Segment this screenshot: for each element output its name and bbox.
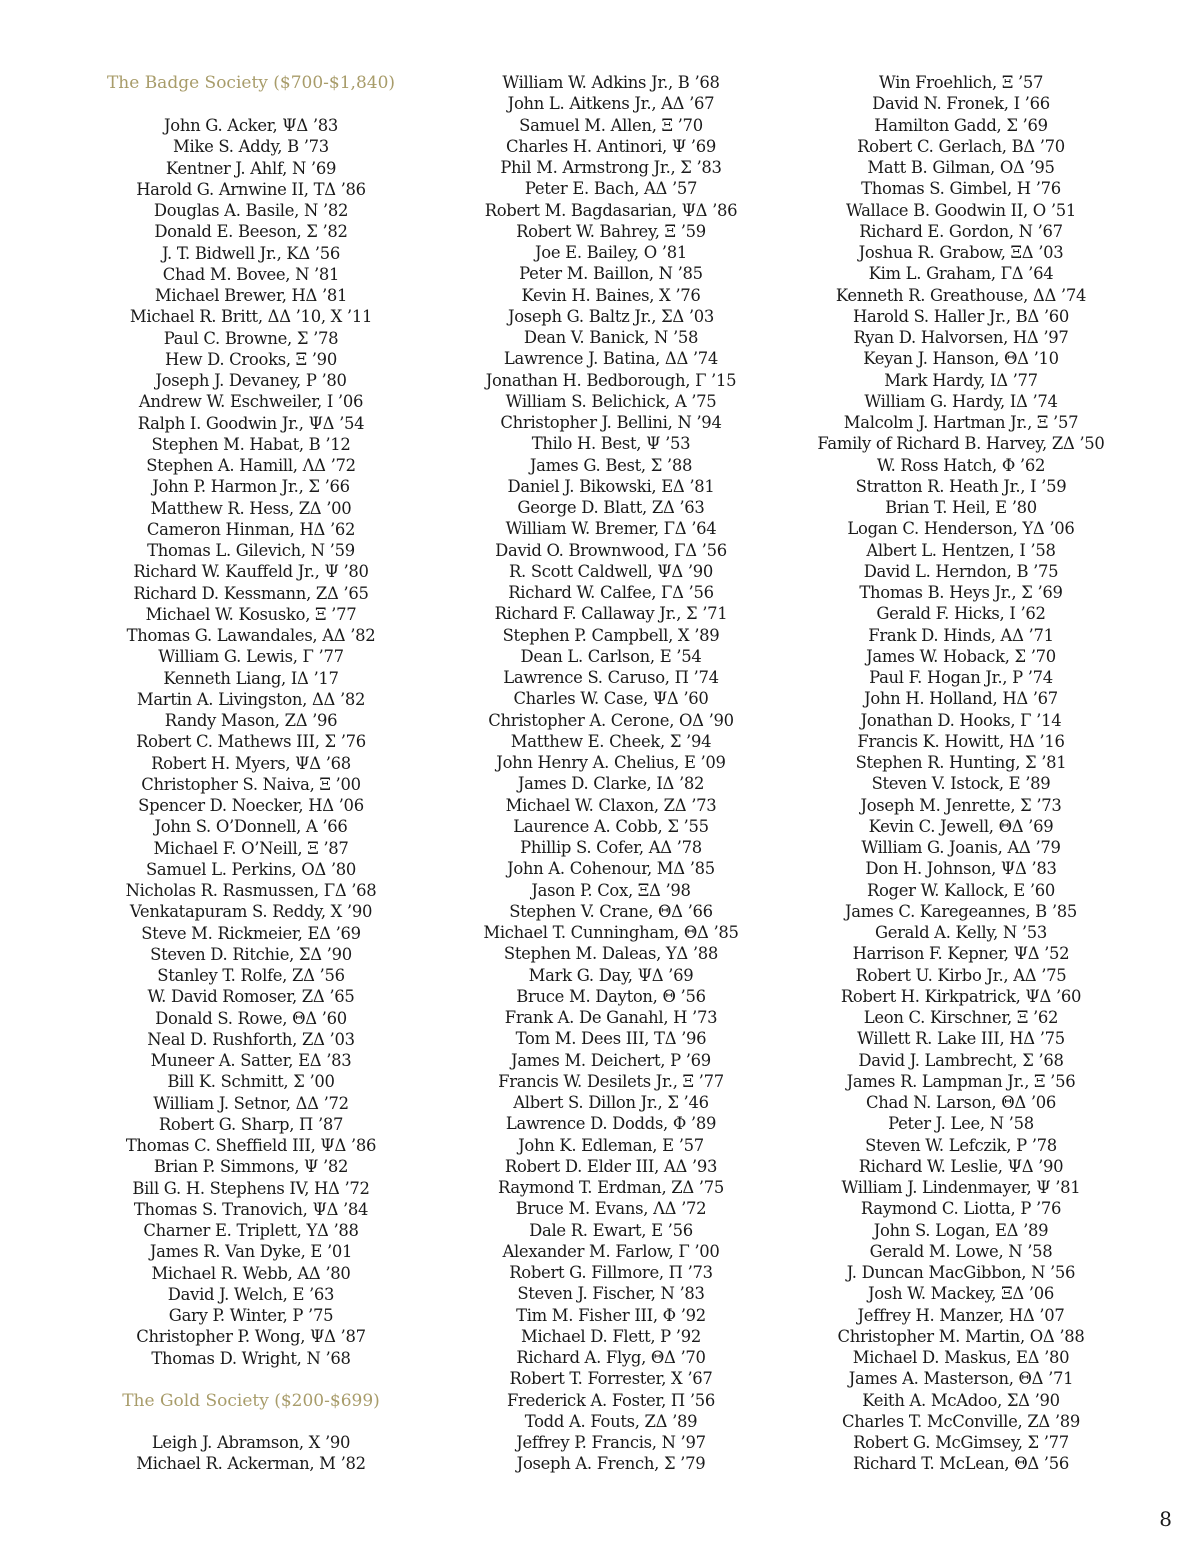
donor-name: Stephen M. Daleas, YΔ ’88 bbox=[503, 944, 719, 964]
donor-name: William G. Lewis, Γ ’77 bbox=[158, 647, 344, 667]
donor-name: Richard W. Calfee, ΓΔ ’56 bbox=[508, 583, 714, 602]
donor-name: Samuel M. Allen, Ξ ’70 bbox=[519, 115, 703, 135]
donor-name: Andrew W. Eschweiler, I ’06 bbox=[138, 392, 364, 412]
donor-name: Wallace B. Goodwin II, O ’51 bbox=[845, 200, 1077, 220]
donor-name: W. Ross Hatch, Φ ’62 bbox=[876, 455, 1046, 475]
donor-name: Francis W. Desilets Jr., Ξ ’77 bbox=[498, 1071, 724, 1091]
donor-name: Stephen R. Hunting, Σ ’81 bbox=[855, 753, 1067, 772]
donor-name: Peter M. Baillon, N ’85 bbox=[519, 264, 703, 284]
donor-name: Robert U. Kirbo Jr., AΔ ’75 bbox=[855, 965, 1067, 985]
donor-name: Chad M. Bovee, N ’81 bbox=[162, 264, 340, 284]
donor-name: James G. Best, Σ ’88 bbox=[529, 455, 693, 475]
donor-name: Richard W. Kauffeld Jr., Ψ ’80 bbox=[133, 562, 369, 582]
donor-name: Mike S. Addy, B ’73 bbox=[173, 137, 329, 157]
donor-name: James A. Masterson, ΘΔ ’71 bbox=[848, 1369, 1074, 1389]
donor-name: Venkatapuram S. Reddy, X ’90 bbox=[129, 902, 373, 922]
donor-name: Ryan D. Halvorsen, HΔ ’97 bbox=[853, 328, 1069, 347]
donor-name: Paul F. Hogan Jr., P ’74 bbox=[869, 668, 1053, 687]
donor-name: Stephen P. Campbell, X ’89 bbox=[502, 625, 720, 645]
donor-name: Brian T. Heil, E ’80 bbox=[885, 498, 1037, 517]
donor-name: Kevin H. Baines, X ’76 bbox=[521, 285, 701, 305]
donor-name: Paul C. Browne, Σ ’78 bbox=[163, 328, 339, 348]
donor-name: William W. Bremer, ΓΔ ’64 bbox=[505, 519, 717, 539]
donor-name: Don H. Johnson, ΨΔ ’83 bbox=[865, 859, 1057, 879]
donor-name: David L. Herndon, B ’75 bbox=[863, 561, 1059, 581]
donor-name: Kim L. Graham, ΓΔ ’64 bbox=[868, 264, 1054, 284]
donor-name: Lawrence D. Dodds, Φ ’89 bbox=[505, 1114, 717, 1134]
donor-name: Leigh J. Abramson, X ’90 bbox=[151, 1432, 351, 1452]
donor-name: Steve M. Rickmeier, EΔ ’69 bbox=[141, 923, 361, 943]
donor-name: Ralph I. Goodwin Jr., ΨΔ ’54 bbox=[137, 413, 365, 433]
donor-name: Richard E. Gordon, N ’67 bbox=[859, 221, 1063, 241]
donor-name: William S. Belichick, A ’75 bbox=[505, 391, 717, 411]
donor-name: Spencer D. Noecker, HΔ ’06 bbox=[138, 796, 364, 815]
donor-name: Thomas D. Wright, N ’68 bbox=[151, 1348, 351, 1368]
gold-society-heading: The Gold Society ($200-$699) bbox=[122, 1390, 380, 1411]
donor-name: Michael W. Kosusko, Ξ ’77 bbox=[145, 604, 357, 624]
column-3 bbox=[771, 72, 1151, 1475]
donor-name: Steven D. Ritchie, ΣΔ ’90 bbox=[150, 944, 352, 964]
donor-name: Christopher M. Martin, OΔ ’88 bbox=[837, 1326, 1085, 1346]
donor-name: Dale R. Ewart, E ’56 bbox=[529, 1220, 693, 1240]
donor-name: Willett R. Lake III, HΔ ’75 bbox=[857, 1029, 1065, 1049]
donor-name: Robert C. Mathews III, Σ ’76 bbox=[136, 732, 366, 752]
donor-name: David O. Brownwood, ΓΔ ’56 bbox=[495, 540, 727, 560]
donor-name: Christopher P. Wong, ΨΔ ’87 bbox=[136, 1327, 366, 1347]
donor-name: Thomas B. Heys Jr., Σ ’69 bbox=[859, 583, 1063, 602]
donor-name: George D. Blatt, ZΔ ’63 bbox=[517, 498, 705, 517]
donor-name: Raymond C. Liotta, P ’76 bbox=[860, 1199, 1062, 1219]
donor-name: Peter E. Bach, AΔ ’57 bbox=[524, 179, 698, 199]
donor-name: John S. O’Donnell, A ’66 bbox=[154, 817, 348, 837]
donor-name: Gerald M. Lowe, N ’58 bbox=[869, 1241, 1053, 1261]
donor-name: Michael Brewer, HΔ ’81 bbox=[154, 286, 348, 305]
donor-name: Michael R. Ackerman, M ’82 bbox=[136, 1454, 366, 1473]
donor-name: John H. Holland, HΔ ’67 bbox=[864, 689, 1058, 709]
donor-name: Nicholas R. Rasmussen, ΓΔ ’68 bbox=[125, 881, 377, 900]
donor-name: Neal D. Rushforth, ZΔ ’03 bbox=[147, 1029, 355, 1049]
donor-name: Robert G. Sharp, Π ’87 bbox=[158, 1114, 344, 1134]
donor-name: Harrison F. Kepner, ΨΔ ’52 bbox=[852, 944, 1070, 964]
donor-name: Lawrence J. Batina, ΔΔ ’74 bbox=[503, 349, 719, 369]
donor-name: Matthew E. Cheek, Σ ’94 bbox=[510, 731, 712, 751]
donor-name: Randy Mason, ZΔ ’96 bbox=[164, 711, 338, 730]
donor-name: Michael R. Webb, AΔ ’80 bbox=[151, 1263, 351, 1283]
gold-society-list-col2 bbox=[421, 72, 801, 1475]
donor-name: Jonathan D. Hooks, Γ ’14 bbox=[860, 710, 1062, 730]
donor-name: Tim M. Fisher III, Φ ’92 bbox=[516, 1305, 706, 1325]
donor-name: William J. Lindenmayer, Ψ ’81 bbox=[841, 1178, 1081, 1197]
donor-name: John L. Aitkens Jr., AΔ ’67 bbox=[507, 94, 715, 114]
donor-name: James R. Lampman Jr., Ξ ’56 bbox=[846, 1071, 1076, 1091]
donor-name: Matt B. Gilman, OΔ ’95 bbox=[867, 158, 1055, 177]
donor-name: Tom M. Dees III, TΔ ’96 bbox=[515, 1029, 707, 1049]
donor-name: Hamilton Gadd, Σ ’69 bbox=[874, 115, 1048, 135]
donor-name: Kenneth Liang, IΔ ’17 bbox=[163, 668, 339, 688]
donor-name: Malcolm J. Hartman Jr., Ξ ’57 bbox=[843, 413, 1079, 432]
donor-name: Donald E. Beeson, Σ ’82 bbox=[154, 222, 348, 242]
donor-name: Josh W. Mackey, ΞΔ ’06 bbox=[868, 1284, 1054, 1304]
donor-name: Steven V. Istock, E ’89 bbox=[871, 774, 1051, 794]
donor-name: Martin A. Livingston, ΔΔ ’82 bbox=[136, 689, 366, 709]
donor-name: Joshua R. Grabow, ΞΔ ’03 bbox=[858, 243, 1064, 262]
donor-name: Bruce M. Dayton, Θ ’56 bbox=[516, 986, 706, 1006]
donor-name: Michael D. Maskus, EΔ ’80 bbox=[852, 1348, 1070, 1367]
donor-name: Stratton R. Heath Jr., I ’59 bbox=[855, 476, 1067, 496]
donor-name: Robert H. Myers, ΨΔ ’68 bbox=[151, 753, 351, 773]
donor-name: Joseph J. Devaney, P ’80 bbox=[155, 371, 347, 390]
donor-name: John K. Edleman, E ’57 bbox=[518, 1135, 704, 1155]
donor-name: James W. Hoback, Σ ’70 bbox=[866, 646, 1056, 666]
donor-name: Robert W. Bahrey, Ξ ’59 bbox=[516, 221, 706, 241]
donor-name: Charles T. McConville, ZΔ ’89 bbox=[841, 1411, 1081, 1431]
donor-name: Logan C. Henderson, YΔ ’06 bbox=[847, 519, 1075, 539]
donor-name: Francis K. Howitt, HΔ ’16 bbox=[857, 731, 1065, 751]
badge-society-heading: The Badge Society ($700-$1,840) bbox=[106, 73, 396, 93]
donor-name: John P. Harmon Jr., Σ ’66 bbox=[152, 477, 350, 497]
donor-name: Samuel L. Perkins, OΔ ’80 bbox=[146, 859, 356, 879]
donor-name: John Henry A. Chelius, E ’09 bbox=[496, 753, 726, 772]
donor-name: William G. Hardy, IΔ ’74 bbox=[864, 391, 1058, 411]
donor-name: Keyan J. Hanson, ΘΔ ’10 bbox=[863, 349, 1059, 369]
donor-name: Thomas G. Lawandales, AΔ ’82 bbox=[126, 626, 376, 645]
page-number: 8 bbox=[1159, 1507, 1172, 1531]
donor-name: Laurence A. Cobb, Σ ’55 bbox=[513, 816, 709, 836]
donor-name: Stanley T. Rolfe, ZΔ ’56 bbox=[157, 966, 345, 985]
donor-name: Kevin C. Jewell, ΘΔ ’69 bbox=[868, 816, 1054, 836]
donor-name: James C. Karegeannes, B ’85 bbox=[845, 901, 1077, 921]
donor-name: Robert T. Forrester, X ’67 bbox=[509, 1369, 713, 1389]
donor-name: Michael D. Flett, P ’92 bbox=[521, 1326, 701, 1346]
donor-name: Joseph A. French, Σ ’79 bbox=[516, 1454, 706, 1474]
donor-name: David N. Fronek, I ’66 bbox=[872, 94, 1050, 114]
donor-name: Thomas S. Gimbel, H ’76 bbox=[861, 179, 1061, 199]
donor-name: Brian P. Simmons, Ψ ’82 bbox=[153, 1157, 349, 1177]
donor-name: Albert L. Hentzen, I ’58 bbox=[866, 540, 1056, 560]
donor-name: Christopher S. Naiva, Ξ ’00 bbox=[141, 774, 361, 794]
donor-name: Robert D. Elder III, AΔ ’93 bbox=[504, 1156, 718, 1176]
donor-name: W. David Romoser, ZΔ ’65 bbox=[147, 987, 355, 1007]
donor-name: Robert M. Bagdasarian, ΨΔ ’86 bbox=[484, 200, 738, 220]
donor-name: R. Scott Caldwell, ΨΔ ’90 bbox=[508, 561, 714, 581]
donor-name: Mark Hardy, IΔ ’77 bbox=[884, 370, 1038, 390]
donor-name: Bill K. Schmitt, Σ ’00 bbox=[167, 1072, 335, 1092]
donor-name: Cameron Hinman, HΔ ’62 bbox=[146, 519, 356, 539]
gold-society-list-col3 bbox=[771, 72, 1151, 1475]
donor-name: Matthew R. Hess, ZΔ ’00 bbox=[150, 498, 352, 518]
donor-name: Jeffrey P. Francis, N ’97 bbox=[516, 1433, 706, 1452]
donor-name: James M. Deichert, P ’69 bbox=[511, 1050, 711, 1070]
donor-name: Michael R. Britt, ΔΔ ’10, X ’11 bbox=[129, 307, 373, 327]
donor-name: Roger W. Kallock, E ’60 bbox=[866, 880, 1056, 900]
donor-name: Leon C. Kirschner, Ξ ’62 bbox=[863, 1008, 1059, 1027]
donor-name: Robert H. Kirkpatrick, ΨΔ ’60 bbox=[840, 986, 1082, 1006]
donor-name: Hew D. Crooks, Ξ ’90 bbox=[165, 349, 337, 369]
donor-name: Win Froehlich, Ξ ’57 bbox=[878, 73, 1044, 92]
donor-name: William G. Joanis, AΔ ’79 bbox=[861, 838, 1061, 857]
donor-name: Dean L. Carlson, E ’54 bbox=[520, 646, 702, 666]
donor-name: Robert G. Fillmore, Π ’73 bbox=[509, 1263, 713, 1282]
donor-name: Gerald F. Hicks, I ’62 bbox=[876, 604, 1046, 624]
donor-name: Christopher A. Cerone, OΔ ’90 bbox=[488, 710, 734, 730]
donor-name: Harold G. Arnwine II, TΔ ’86 bbox=[136, 179, 366, 199]
donor-name: Richard W. Leslie, ΨΔ ’90 bbox=[858, 1156, 1064, 1176]
donor-name: Michael W. Claxon, ZΔ ’73 bbox=[505, 795, 717, 815]
donor-name: J. T. Bidwell Jr., KΔ ’56 bbox=[162, 243, 340, 263]
donor-name: Thomas S. Tranovich, ΨΔ ’84 bbox=[133, 1199, 369, 1219]
donor-name: Frank A. De Ganahl, H ’73 bbox=[504, 1008, 718, 1027]
donor-name: Richard A. Flyg, ΘΔ ’70 bbox=[516, 1348, 706, 1367]
donor-name: Lawrence S. Caruso, Π ’74 bbox=[503, 668, 719, 687]
donor-name: Dean V. Banick, N ’58 bbox=[523, 328, 699, 347]
donor-name: J. Duncan MacGibbon, N ’56 bbox=[846, 1263, 1076, 1282]
badge-society-list bbox=[61, 115, 441, 1369]
donor-name: Joseph M. Jenrette, Σ ’73 bbox=[860, 795, 1062, 815]
donor-name: William J. Setnor, ΔΔ ’72 bbox=[153, 1093, 349, 1113]
donor-name: Muneer A. Satter, EΔ ’83 bbox=[150, 1051, 352, 1070]
donor-name: Jason P. Cox, ΞΔ ’98 bbox=[531, 880, 691, 900]
donor-name: Stephen A. Hamill, ΛΔ ’72 bbox=[146, 456, 356, 475]
donor-name: Daniel J. Bikowski, EΔ ’81 bbox=[507, 476, 715, 496]
donor-name: Frederick A. Foster, Π ’56 bbox=[506, 1390, 716, 1410]
donor-name: Charles W. Case, ΨΔ ’60 bbox=[513, 689, 709, 709]
donor-name: Jeffrey H. Manzer, HΔ ’07 bbox=[857, 1305, 1065, 1325]
donor-name: Joe E. Bailey, O ’81 bbox=[535, 243, 687, 262]
donor-name: Richard D. Kessmann, ZΔ ’65 bbox=[133, 583, 369, 603]
donor-name: Bruce M. Evans, ΛΔ ’72 bbox=[515, 1199, 707, 1219]
donor-name: John S. Logan, EΔ ’89 bbox=[873, 1220, 1049, 1240]
donor-name: Family of Richard B. Harvey, ZΔ ’50 bbox=[817, 434, 1105, 454]
donor-name: Steven W. Lefczik, P ’78 bbox=[865, 1135, 1057, 1155]
donor-name: Phil M. Armstrong Jr., Σ ’83 bbox=[500, 158, 722, 177]
donor-name: Bill G. H. Stephens IV, HΔ ’72 bbox=[132, 1178, 370, 1198]
donor-name: Mark G. Day, ΨΔ ’69 bbox=[528, 965, 694, 985]
donor-name: Stephen M. Habat, B ’12 bbox=[151, 434, 351, 454]
donor-name: John A. Cohenour, MΔ ’85 bbox=[507, 859, 715, 879]
donor-name: James R. Van Dyke, E ’01 bbox=[149, 1242, 353, 1262]
donor-name: Gary P. Winter, P ’75 bbox=[168, 1306, 334, 1325]
donor-name: Charles H. Antinori, Ψ ’69 bbox=[506, 136, 716, 156]
donor-name: Robert C. Gerlach, BΔ ’70 bbox=[857, 136, 1065, 156]
donor-name: Thomas C. Sheffield III, ΨΔ ’86 bbox=[125, 1136, 377, 1155]
donor-name: Steven J. Fischer, N ’83 bbox=[517, 1284, 705, 1304]
donor-name: Thilo H. Best, Ψ ’53 bbox=[531, 434, 691, 454]
donor-name: Kentner J. Ahlf, N ’69 bbox=[165, 158, 337, 178]
donor-name: James D. Clarke, IΔ ’82 bbox=[517, 774, 705, 794]
donor-name: Raymond T. Erdman, ZΔ ’75 bbox=[498, 1178, 724, 1197]
donor-name: Phillip S. Cofer, AΔ ’78 bbox=[520, 838, 702, 857]
donor-name: Thomas L. Gilevich, N ’59 bbox=[147, 541, 355, 560]
donor-name: Kenneth R. Greathouse, ΔΔ ’74 bbox=[835, 285, 1087, 305]
donor-name: David J. Lambrecht, Σ ’68 bbox=[858, 1050, 1064, 1070]
donor-name: David J. Welch, E ’63 bbox=[167, 1284, 335, 1304]
donor-name: Michael F. O’Neill, Ξ ’87 bbox=[153, 838, 349, 858]
donor-name: William W. Adkins Jr., B ’68 bbox=[502, 73, 720, 92]
donor-name: Harold S. Haller Jr., BΔ ’60 bbox=[852, 306, 1070, 326]
donor-name: Richard F. Callaway Jr., Σ ’71 bbox=[494, 604, 728, 624]
donor-name: Joseph G. Baltz Jr., ΣΔ ’03 bbox=[507, 306, 715, 326]
column-1 bbox=[61, 72, 441, 1474]
donor-name: Keith A. McAdoo, ΣΔ ’90 bbox=[862, 1390, 1060, 1410]
donor-name: Chad N. Larson, ΘΔ ’06 bbox=[866, 1093, 1056, 1112]
donor-name: Albert S. Dillon Jr., Σ ’46 bbox=[513, 1093, 709, 1112]
donor-name: Stephen V. Crane, ΘΔ ’66 bbox=[509, 901, 713, 921]
donor-name: Charner E. Triplett, YΔ ’88 bbox=[143, 1221, 359, 1240]
donor-name: Robert G. McGimsey, Σ ’77 bbox=[853, 1433, 1069, 1452]
donor-name: Alexander M. Farlow, Γ ’00 bbox=[502, 1241, 720, 1261]
gold-society-list-col1 bbox=[61, 1432, 441, 1475]
donor-name: Christopher J. Bellini, N ’94 bbox=[500, 413, 722, 432]
donor-name: Michael T. Cunningham, ΘΔ ’85 bbox=[483, 923, 739, 942]
donor-name: Douglas A. Basile, N ’82 bbox=[153, 201, 349, 220]
donor-name: Richard T. McLean, ΘΔ ’56 bbox=[853, 1454, 1069, 1474]
column-2 bbox=[421, 72, 801, 1475]
donor-name: John G. Acker, ΨΔ ’83 bbox=[164, 116, 338, 135]
donor-name: Peter J. Lee, N ’58 bbox=[888, 1114, 1034, 1134]
donor-name: Gerald A. Kelly, N ’53 bbox=[874, 923, 1048, 942]
donor-name: Jonathan H. Bedborough, Γ ’15 bbox=[485, 370, 737, 390]
donor-name: Todd A. Fouts, ZΔ ’89 bbox=[524, 1411, 698, 1431]
donor-name: Donald S. Rowe, ΘΔ ’60 bbox=[155, 1008, 347, 1028]
donor-name: Frank D. Hinds, AΔ ’71 bbox=[868, 625, 1054, 645]
